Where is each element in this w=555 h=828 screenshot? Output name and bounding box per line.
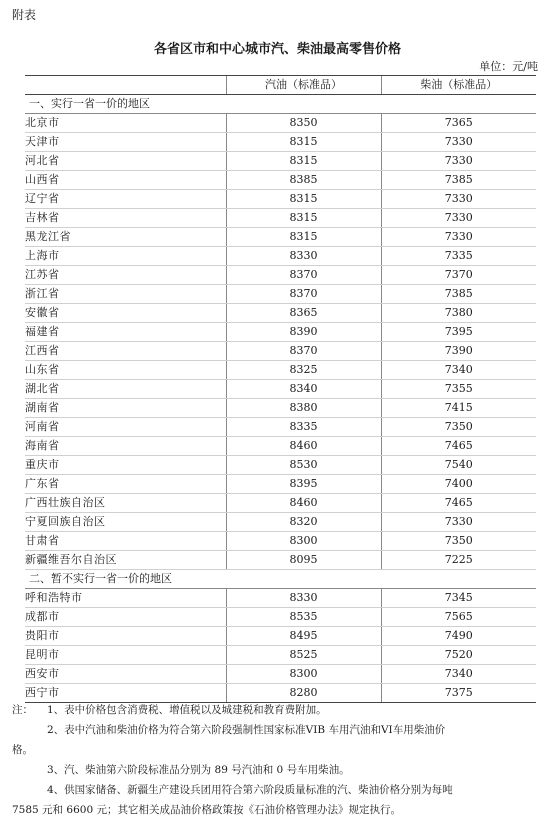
section-row xyxy=(25,570,536,589)
section-heading: 二、暂不实行一省一价的地区 xyxy=(25,570,536,589)
table-row xyxy=(25,418,536,437)
region-name: 山西省 xyxy=(25,171,226,190)
diesel-price: 7350 xyxy=(381,532,536,551)
table-row xyxy=(25,323,536,342)
table-row xyxy=(25,342,536,361)
header-name xyxy=(25,76,226,95)
gasoline-price: 8495 xyxy=(226,627,381,646)
gasoline-price: 8315 xyxy=(226,190,381,209)
gasoline-price: 8525 xyxy=(226,646,381,665)
header-gasoline: 汽油（标准品） xyxy=(226,76,381,95)
table-row xyxy=(25,551,536,570)
note-1: 注： 1、表中价格包含消费税、增值税以及城建税和教育费附加。 xyxy=(12,704,327,716)
gasoline-price: 8380 xyxy=(226,399,381,418)
table-row xyxy=(25,589,536,608)
region-name: 安徽省 xyxy=(25,304,226,323)
gasoline-price: 8350 xyxy=(226,114,381,133)
diesel-price: 7385 xyxy=(381,285,536,304)
gasoline-price: 8370 xyxy=(226,266,381,285)
note-2: 2、表中汽油和柴油价格为符合第六阶段强制性国家标准VIB 车用汽油和VI车用柴油价 xyxy=(47,724,446,736)
table-row xyxy=(25,247,536,266)
region-name: 吉林省 xyxy=(25,209,226,228)
region-name: 北京市 xyxy=(25,114,226,133)
diesel-price: 7415 xyxy=(381,399,536,418)
region-name: 河北省 xyxy=(25,152,226,171)
unit-label: 单位：元/吨 xyxy=(479,60,538,73)
note-2-cont: 格。 xyxy=(12,744,33,756)
appendix-label: 附表 xyxy=(12,8,37,22)
region-name: 天津市 xyxy=(25,133,226,152)
gasoline-price: 8330 xyxy=(226,247,381,266)
diesel-price: 7565 xyxy=(381,608,536,627)
diesel-price: 7340 xyxy=(381,361,536,380)
diesel-price: 7330 xyxy=(381,513,536,532)
region-name: 海南省 xyxy=(25,437,226,456)
table-row xyxy=(25,380,536,399)
table-row xyxy=(25,665,536,684)
region-name: 河南省 xyxy=(25,418,226,437)
gasoline-price: 8370 xyxy=(226,342,381,361)
diesel-price: 7390 xyxy=(381,342,536,361)
region-name: 江西省 xyxy=(25,342,226,361)
table-row xyxy=(25,361,536,380)
diesel-price: 7375 xyxy=(381,684,536,703)
region-name: 昆明市 xyxy=(25,646,226,665)
table-row xyxy=(25,494,536,513)
gasoline-price: 8320 xyxy=(226,513,381,532)
region-name: 贵阳市 xyxy=(25,627,226,646)
region-name: 广西壮族自治区 xyxy=(25,494,226,513)
section-heading: 一、实行一省一价的地区 xyxy=(25,95,536,114)
region-name: 呼和浩特市 xyxy=(25,589,226,608)
diesel-price: 7465 xyxy=(381,437,536,456)
gasoline-price: 8460 xyxy=(226,494,381,513)
gasoline-price: 8330 xyxy=(226,589,381,608)
table-row xyxy=(25,171,536,190)
gasoline-price: 8340 xyxy=(226,380,381,399)
gasoline-price: 8390 xyxy=(226,323,381,342)
page-title: 各省区市和中心城市汽、柴油最高零售价格 xyxy=(153,42,401,57)
region-name: 江苏省 xyxy=(25,266,226,285)
gasoline-price: 8365 xyxy=(226,304,381,323)
table-row xyxy=(25,399,536,418)
table-row xyxy=(25,608,536,627)
diesel-price: 7520 xyxy=(381,646,536,665)
header-diesel: 柴油（标准品） xyxy=(381,76,536,95)
diesel-price: 7490 xyxy=(381,627,536,646)
gasoline-price: 8315 xyxy=(226,228,381,247)
table-row xyxy=(25,190,536,209)
region-name: 广东省 xyxy=(25,475,226,494)
table-row xyxy=(25,437,536,456)
table-header-row xyxy=(25,76,536,95)
region-name: 福建省 xyxy=(25,323,226,342)
region-name: 山东省 xyxy=(25,361,226,380)
gasoline-price: 8300 xyxy=(226,532,381,551)
gasoline-price: 8325 xyxy=(226,361,381,380)
region-name: 重庆市 xyxy=(25,456,226,475)
table-row xyxy=(25,513,536,532)
gasoline-price: 8335 xyxy=(226,418,381,437)
diesel-price: 7355 xyxy=(381,380,536,399)
gasoline-price: 8315 xyxy=(226,133,381,152)
table-row xyxy=(25,209,536,228)
region-name: 湖北省 xyxy=(25,380,226,399)
table-row xyxy=(25,152,536,171)
region-name: 上海市 xyxy=(25,247,226,266)
gasoline-price: 8095 xyxy=(226,551,381,570)
diesel-price: 7330 xyxy=(381,190,536,209)
diesel-price: 7330 xyxy=(381,209,536,228)
table-body xyxy=(25,95,536,703)
region-name: 湖南省 xyxy=(25,399,226,418)
diesel-price: 7225 xyxy=(381,551,536,570)
note-3: 3、汽、柴油第六阶段标准品分别为 89 号汽油和 0 号车用柴油。 xyxy=(47,764,350,776)
region-name: 西宁市 xyxy=(25,684,226,703)
table-row xyxy=(25,456,536,475)
diesel-price: 7370 xyxy=(381,266,536,285)
table-row xyxy=(25,646,536,665)
section-row xyxy=(25,95,536,114)
notes xyxy=(12,700,540,820)
gasoline-price: 8280 xyxy=(226,684,381,703)
price-table xyxy=(25,75,536,703)
table-row xyxy=(25,304,536,323)
table-row xyxy=(25,532,536,551)
diesel-price: 7400 xyxy=(381,475,536,494)
diesel-price: 7330 xyxy=(381,133,536,152)
diesel-price: 7380 xyxy=(381,304,536,323)
gasoline-price: 8315 xyxy=(226,152,381,171)
diesel-price: 7365 xyxy=(381,114,536,133)
gasoline-price: 8315 xyxy=(226,209,381,228)
gasoline-price: 8370 xyxy=(226,285,381,304)
notes-label: 注： xyxy=(12,704,33,716)
gasoline-price: 8460 xyxy=(226,437,381,456)
region-name: 成都市 xyxy=(25,608,226,627)
region-name: 宁夏回族自治区 xyxy=(25,513,226,532)
table-row xyxy=(25,475,536,494)
region-name: 西安市 xyxy=(25,665,226,684)
table-row xyxy=(25,285,536,304)
diesel-price: 7385 xyxy=(381,171,536,190)
table-row xyxy=(25,133,536,152)
diesel-price: 7540 xyxy=(381,456,536,475)
region-name: 甘肃省 xyxy=(25,532,226,551)
region-name: 辽宁省 xyxy=(25,190,226,209)
diesel-price: 7330 xyxy=(381,152,536,171)
gasoline-price: 8300 xyxy=(226,665,381,684)
note-4: 4、供国家储备、新疆生产建设兵团用符合第六阶段质量标准的汽、柴油价格分别为每吨 xyxy=(47,784,453,796)
region-name: 黑龙江省 xyxy=(25,228,226,247)
diesel-price: 7395 xyxy=(381,323,536,342)
note-4-cont: 7585 元和 6600 元；其它相关成品油价格政策按《石油价格管理办法》规定执行。 xyxy=(12,804,401,816)
diesel-price: 7335 xyxy=(381,247,536,266)
diesel-price: 7340 xyxy=(381,665,536,684)
table-row xyxy=(25,627,536,646)
gasoline-price: 8395 xyxy=(226,475,381,494)
region-name: 新疆维吾尔自治区 xyxy=(25,551,226,570)
diesel-price: 7350 xyxy=(381,418,536,437)
gasoline-price: 8530 xyxy=(226,456,381,475)
gasoline-price: 8385 xyxy=(226,171,381,190)
table-row xyxy=(25,228,536,247)
table-row xyxy=(25,114,536,133)
diesel-price: 7465 xyxy=(381,494,536,513)
gasoline-price: 8535 xyxy=(226,608,381,627)
region-name: 浙江省 xyxy=(25,285,226,304)
diesel-price: 7330 xyxy=(381,228,536,247)
table-row xyxy=(25,266,536,285)
diesel-price: 7345 xyxy=(381,589,536,608)
